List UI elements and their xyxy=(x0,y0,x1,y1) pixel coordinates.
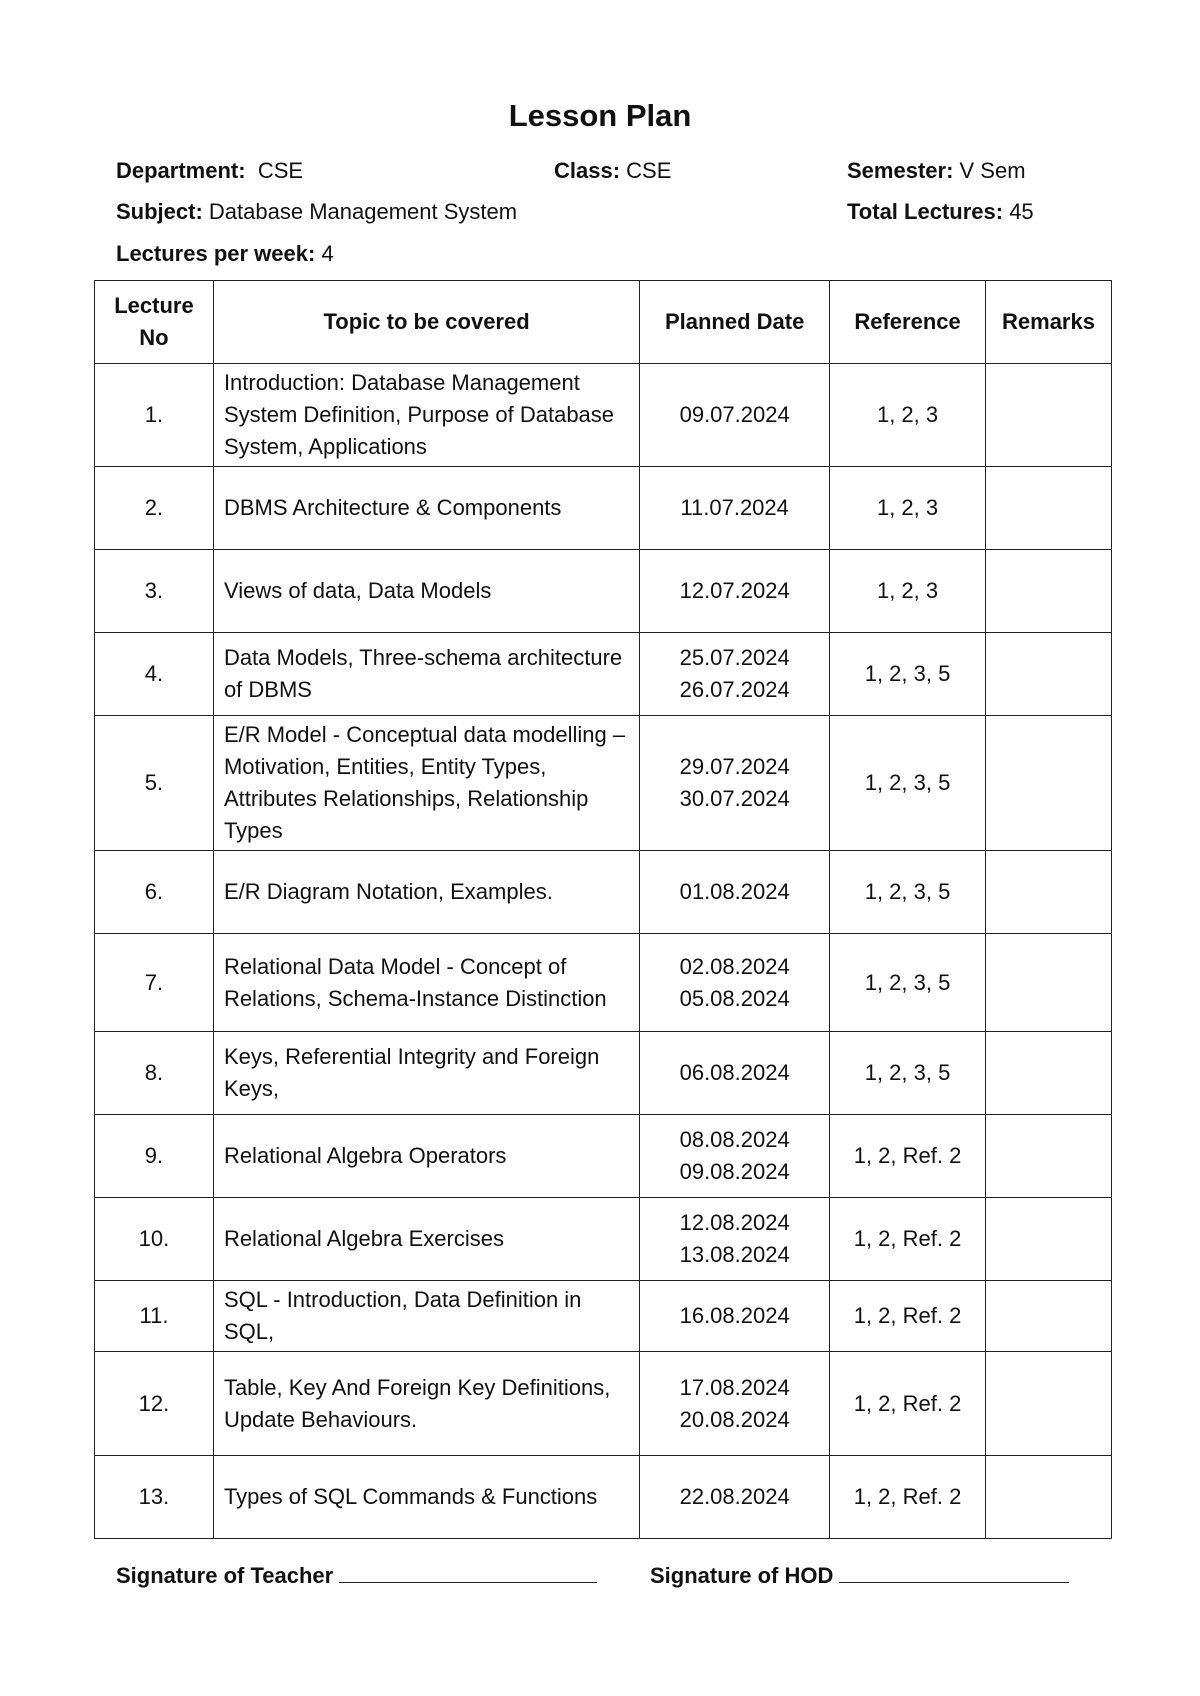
table-row xyxy=(95,1032,1112,1115)
planned-date-cell xyxy=(640,716,830,851)
subject-field xyxy=(116,199,517,225)
lecture-no-cell: 4. xyxy=(95,633,214,716)
header-topic: Topic to be covered xyxy=(213,281,639,364)
topic-cell: Views of data, Data Models xyxy=(213,550,639,633)
lectures-per-week-label: Lectures per week: xyxy=(116,241,316,266)
remarks-cell xyxy=(986,1198,1112,1281)
header-planned-date: Planned Date xyxy=(640,281,830,364)
topic-cell: Relational Algebra Operators xyxy=(213,1115,639,1198)
planned-date: 22.08.2024 xyxy=(679,1484,790,1509)
total-lectures-value: 45 xyxy=(1009,199,1034,224)
topic-cell: Relational Algebra Exercises xyxy=(213,1198,639,1281)
subject-value: Database Management System xyxy=(208,199,518,224)
table-row xyxy=(95,851,1112,934)
lecture-no-cell: 7. xyxy=(95,934,214,1032)
planned-date-cell xyxy=(640,1115,830,1198)
topic-cell: Data Models, Three-schema architecture of DBMS xyxy=(213,633,639,716)
topic-cell: SQL - Introduction, Data Definition in SQL, xyxy=(213,1281,639,1352)
planned-date: 11.07.2024 xyxy=(680,495,789,520)
hod-signature xyxy=(650,1562,1069,1589)
semester-value: V Sem xyxy=(959,158,1026,183)
department-label: Department: xyxy=(116,158,246,183)
planned-date-cell xyxy=(640,1198,830,1281)
planned-date-cell xyxy=(640,550,830,633)
topic-cell: Relational Data Model - Concept of Relations, Schema-Instance Distinction xyxy=(213,934,639,1032)
remarks-cell xyxy=(986,716,1112,851)
topic-cell: E/R Model - Conceptual data modelling – Motivation, Entities, Entity Types, Attributes Relationships, Relationship Types xyxy=(213,716,639,851)
reference-cell: 1, 2, Ref. 2 xyxy=(830,1198,986,1281)
reference-cell: 1, 2, 3, 5 xyxy=(830,716,986,851)
teacher-signature-label: Signature of Teacher xyxy=(116,1563,334,1588)
planned-date-cell xyxy=(640,364,830,467)
teacher-signature-line xyxy=(339,1562,597,1583)
table-row xyxy=(95,1198,1112,1281)
topic-cell: Table, Key And Foreign Key Definitions, Update Behaviours. xyxy=(213,1352,639,1456)
lecture-no-cell: 13. xyxy=(95,1456,214,1539)
lectures-per-week-field xyxy=(116,241,334,267)
hod-signature-label: Signature of HOD xyxy=(650,1563,834,1588)
planned-date: 05.08.2024 xyxy=(679,985,790,1011)
header-lecture-line2: No xyxy=(139,325,169,350)
reference-cell: 1, 2, 3, 5 xyxy=(830,1032,986,1115)
remarks-cell xyxy=(986,934,1112,1032)
planned-date: 09.07.2024 xyxy=(679,402,790,427)
header-remarks: Remarks xyxy=(986,281,1112,364)
subject-label: Subject: xyxy=(116,199,203,224)
remarks-cell xyxy=(986,851,1112,934)
table-header-row xyxy=(95,281,1112,364)
topic-cell: DBMS Architecture & Components xyxy=(213,467,639,550)
planned-date: 12.08.2024 xyxy=(679,1210,790,1235)
semester-field xyxy=(847,158,1026,184)
lecture-no-cell: 12. xyxy=(95,1352,214,1456)
planned-date-cell xyxy=(640,633,830,716)
remarks-cell xyxy=(986,467,1112,550)
table-row xyxy=(95,633,1112,716)
teacher-signature xyxy=(116,1562,597,1589)
lecture-no-cell: 3. xyxy=(95,550,214,633)
remarks-cell xyxy=(986,1281,1112,1352)
lecture-no-cell: 5. xyxy=(95,716,214,851)
class-field xyxy=(554,158,671,184)
planned-date: 29.07.2024 xyxy=(679,754,790,779)
planned-date: 02.08.2024 xyxy=(679,953,790,979)
remarks-cell xyxy=(986,550,1112,633)
reference-cell: 1, 2, 3, 5 xyxy=(830,633,986,716)
planned-date: 01.08.2024 xyxy=(679,879,790,904)
planned-date-cell xyxy=(640,1281,830,1352)
lecture-no-cell: 9. xyxy=(95,1115,214,1198)
table-row xyxy=(95,716,1112,851)
page-title: Lesson Plan xyxy=(508,98,692,133)
total-lectures-label: Total Lectures: xyxy=(847,199,1004,224)
planned-date: 06.08.2024 xyxy=(679,1060,790,1085)
reference-cell: 1, 2, 3, 5 xyxy=(830,934,986,1032)
reference-cell: 1, 2, Ref. 2 xyxy=(830,1352,986,1456)
planned-date: 13.08.2024 xyxy=(679,1242,790,1267)
remarks-cell xyxy=(986,364,1112,467)
lectures-per-week-value: 4 xyxy=(321,241,334,266)
topic-cell: Introduction: Database Management System Definition, Purpose of Database System, Applications xyxy=(213,364,639,467)
remarks-cell xyxy=(986,1032,1112,1115)
hod-signature-line xyxy=(839,1562,1069,1583)
table-row xyxy=(95,1456,1112,1539)
reference-cell: 1, 2, Ref. 2 xyxy=(830,1115,986,1198)
header-lecture-no xyxy=(95,281,214,364)
planned-date-cell xyxy=(640,1032,830,1115)
planned-date-cell xyxy=(640,851,830,934)
table-row xyxy=(95,934,1112,1032)
topic-cell: E/R Diagram Notation, Examples. xyxy=(213,851,639,934)
reference-cell: 1, 2, 3 xyxy=(830,467,986,550)
reference-cell: 1, 2, 3 xyxy=(830,550,986,633)
planned-date-cell xyxy=(640,934,830,1032)
topic-cell: Keys, Referential Integrity and Foreign Keys, xyxy=(213,1032,639,1115)
lecture-no-cell: 8. xyxy=(95,1032,214,1115)
table-row xyxy=(95,550,1112,633)
planned-date: 12.07.2024 xyxy=(679,578,790,603)
planned-date: 09.08.2024 xyxy=(679,1159,790,1184)
table-row xyxy=(95,364,1112,467)
reference-cell: 1, 2, Ref. 2 xyxy=(830,1456,986,1539)
planned-date: 30.07.2024 xyxy=(679,786,790,811)
header-reference: Reference xyxy=(830,281,986,364)
total-lectures-field xyxy=(847,199,1034,225)
planned-date: 25.07.2024 xyxy=(679,645,790,670)
reference-cell: 1, 2, Ref. 2 xyxy=(830,1281,986,1352)
planned-date-cell xyxy=(640,1352,830,1456)
remarks-cell xyxy=(986,1115,1112,1198)
planned-date-cell xyxy=(640,1456,830,1539)
department-field xyxy=(116,158,303,184)
planned-date: 26.07.2024 xyxy=(679,677,790,702)
class-value: CSE xyxy=(626,158,672,183)
reference-cell: 1, 2, 3 xyxy=(830,364,986,467)
planned-date: 20.08.2024 xyxy=(679,1406,790,1432)
header-lecture-line1: Lecture xyxy=(114,293,194,318)
lecture-no-cell: 1. xyxy=(95,364,214,467)
semester-label: Semester: xyxy=(847,158,954,183)
lesson-plan-table xyxy=(94,280,1112,1539)
topic-cell: Types of SQL Commands & Functions xyxy=(213,1456,639,1539)
lecture-no-cell: 11. xyxy=(95,1281,214,1352)
lecture-no-cell: 2. xyxy=(95,467,214,550)
table-row xyxy=(95,1352,1112,1456)
remarks-cell xyxy=(986,1352,1112,1456)
remarks-cell xyxy=(986,633,1112,716)
remarks-cell xyxy=(986,1456,1112,1539)
lecture-no-cell: 6. xyxy=(95,851,214,934)
table-row xyxy=(95,467,1112,550)
reference-cell: 1, 2, 3, 5 xyxy=(830,851,986,934)
table-row xyxy=(95,1115,1112,1198)
lecture-no-cell: 10. xyxy=(95,1198,214,1281)
planned-date: 17.08.2024 xyxy=(679,1374,790,1400)
planned-date: 08.08.2024 xyxy=(679,1127,790,1152)
table-row xyxy=(95,1281,1112,1352)
department-value: CSE xyxy=(257,158,304,183)
planned-date: 16.08.2024 xyxy=(679,1303,790,1328)
class-label: Class: xyxy=(554,158,621,183)
planned-date-cell xyxy=(640,467,830,550)
